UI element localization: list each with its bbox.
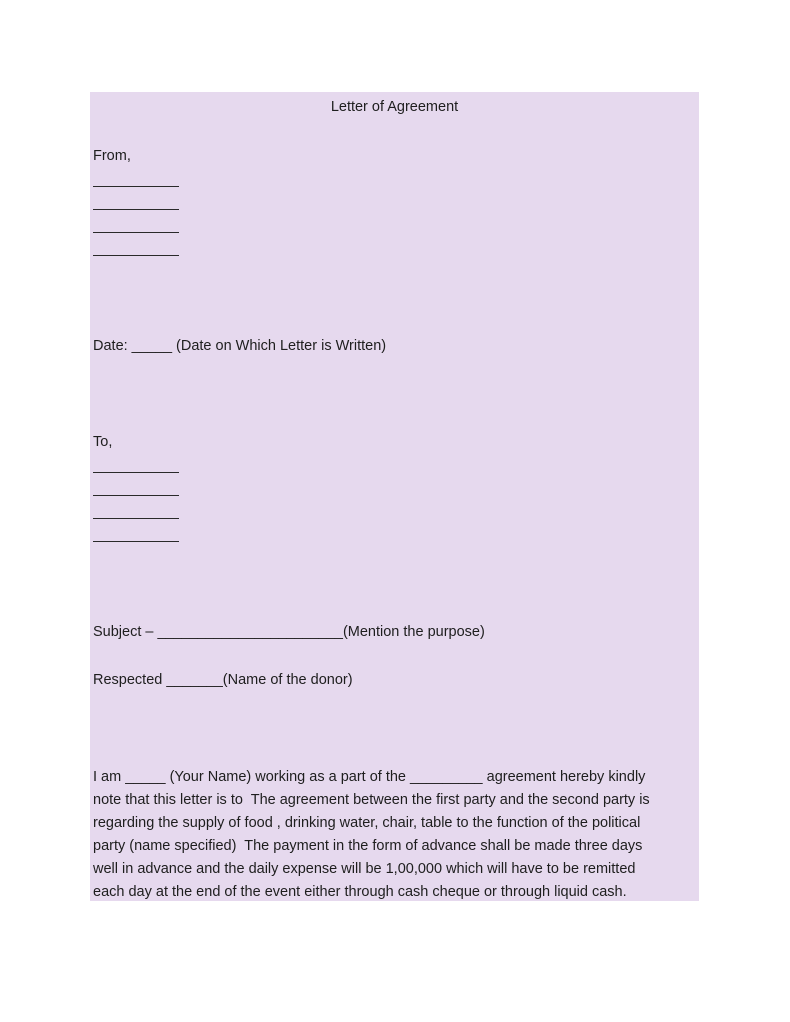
from-blank-line-4 [93, 255, 179, 256]
body-line: note that this letter is to The agreement between the first party and the second party is [93, 792, 650, 809]
body-paragraph [93, 766, 697, 905]
body-line: I am _____ (Your Name) working as a part of the _________ agreement hereby kindly [93, 769, 646, 785]
body-line: party (name specified) The payment in the form of advance shall be made three days [93, 838, 643, 855]
from-blank-line-3 [93, 232, 179, 233]
body-line: regarding the supply of food , drinking water, chair, table to the function of the political [93, 815, 641, 832]
letter-panel [90, 92, 699, 901]
from-blank-line-1 [93, 186, 179, 187]
to-blank-line-4 [93, 541, 179, 542]
body-line: each day at the end of the event either through cash cheque or through liquid cash. [93, 884, 627, 901]
to-label: To, [93, 434, 113, 450]
to-blank-line-2 [93, 495, 179, 496]
subject-line: Subject – _______________________(Mention the purpose) [93, 624, 485, 640]
date-line: Date: _____ (Date on Which Letter is Written) [93, 338, 387, 354]
from-blank-line-2 [93, 209, 179, 210]
body-line: well in advance and the daily expense will be 1,00,000 which will have to be remitted [93, 861, 636, 878]
to-blank-line-1 [93, 472, 179, 473]
from-label: From, [93, 148, 131, 164]
to-blank-line-3 [93, 518, 179, 519]
salutation-line: Respected _______(Name of the donor) [93, 672, 353, 688]
document-title: Letter of Agreement [330, 99, 459, 115]
